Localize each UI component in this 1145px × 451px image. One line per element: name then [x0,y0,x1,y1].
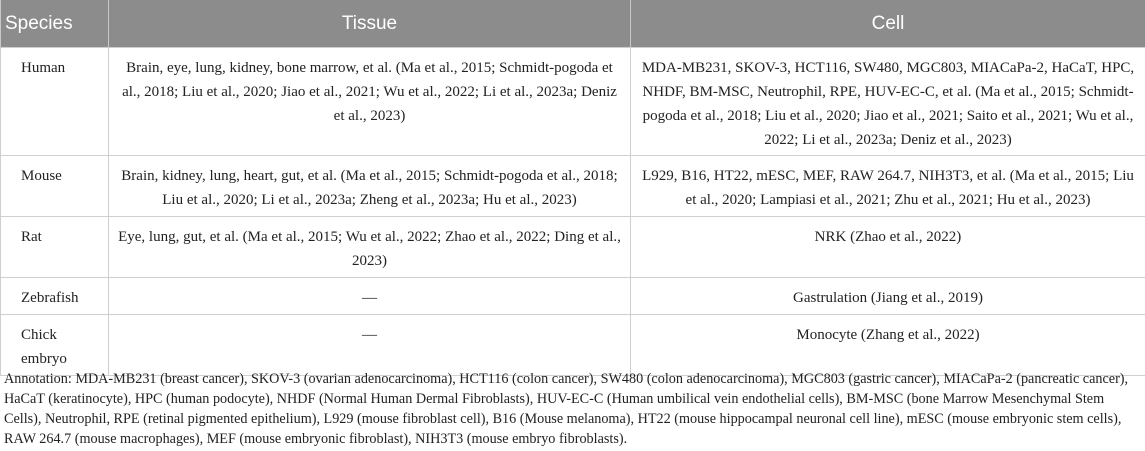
tissue-cell: Brain, kidney, lung, heart, gut, et al. (Ma et al., 2015; Schmidt-pogoda et al., 2018; Liu et al., 2020; Li et al., 2023a; Zheng et al., 2023a; Hu et al., 2023) [109,156,631,217]
table-annotation: Annotation: MDA-MB231 (breast cancer), SKOV-3 (ovarian adenocarcinoma), HCT116 (colon cancer), SW480 (colon adenocarcinoma), MGC803 (gastric cancer), MIACaPa-2 (pancreatic cancer), HaCaT (keratinocyte), HPC (human podocyte), NHDF (Normal Human Dermal Fibroblasts), HUV-EC-C (Human umbilical vein endothelial cells), BM-MSC (bone Marrow Mesenchymal Stem Cells), Neutrophil, RPE (retinal pigmented epithelium), L929 (mouse fibroblast cell), B16 (Mouse melanoma), HT22 (mouse hippocampal neuronal cell line), mESC (mouse embryonic stem cells), RAW 264.7 (mouse macrophages), MEF (mouse embryonic fibroblast), NIH3T3 (mouse embryo fibroblasts). [4,371,1129,447]
table-row [1,217,1145,278]
tissue-cell: Brain, eye, lung, kidney, bone marrow, et al. (Ma et al., 2015; Schmidt-pogoda et al., 2018; Liu et al., 2020; Jiao et al., 2021; Wu et al., 2022; Li et al., 2023a; Deniz et al., 2023) [109,48,631,156]
species-cell: Mouse [1,156,109,217]
species-cell: Rat [1,217,109,278]
table-header [1,0,1145,48]
header-cell: Cell [631,0,1145,48]
cell-cell: Gastrulation (Jiang et al., 2019) [631,278,1145,315]
table-row [1,156,1145,217]
cell-cell: MDA-MB231, SKOV-3, HCT116, SW480, MGC803, MIACaPa-2, HaCaT, HPC, NHDF, BM-MSC, Neutrophil, RPE, HUV-EC-C, et al. (Ma et al., 2015; Schmidt-pogoda et al., 2018; Liu et al., 2020; Jiao et al., 2021; Saito et al., 2021; Wu et al., 2022; Li et al., 2023a; Deniz et al., 2023) [631,48,1145,156]
tissue-cell: — [109,278,631,315]
cell-cell: L929, B16, HT22, mESC, MEF, RAW 264.7, NIH3T3, et al. (Ma et al., 2015; Liu et al., 2020; Lampiasi et al., 2021; Zhu et al., 2021; Hu et al., 2023) [631,156,1145,217]
table-body [1,48,1145,376]
cell-cell: Monocyte (Zhang et al., 2022) [631,315,1145,376]
species-cell: Chick embryo [1,315,109,376]
table-row [1,278,1145,315]
species-cell: Human [1,48,109,156]
header-species: Species [1,0,109,48]
table-row [1,315,1145,376]
tissue-cell: Eye, lung, gut, et al. (Ma et al., 2015; Wu et al., 2022; Zhao et al., 2022; Ding et al., 2023) [109,217,631,278]
header-tissue: Tissue [109,0,631,48]
tissue-cell: — [109,315,631,376]
species-cell: Zebrafish [1,278,109,315]
cell-cell: NRK (Zhao et al., 2022) [631,217,1145,278]
header-row [1,0,1145,48]
table-row [1,48,1145,156]
